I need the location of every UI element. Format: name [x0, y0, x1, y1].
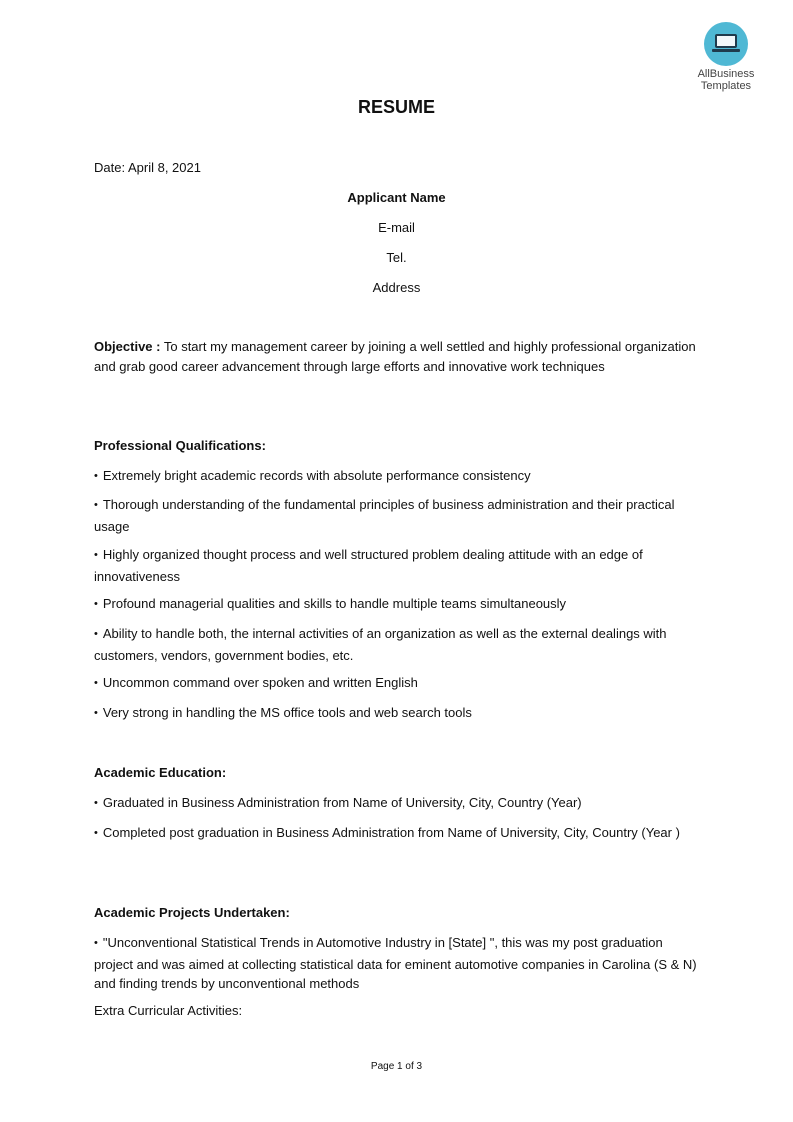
list-item: • Uncommon command over spoken and written English: [94, 673, 704, 695]
logo-text-line2: Templates: [700, 80, 752, 92]
list-item: • Very strong in handling the MS office tools and web search tools: [94, 703, 704, 725]
applicant-email: E-mail: [378, 220, 415, 235]
page-number: Page 1 of 3: [370, 1061, 423, 1072]
applicant-tel: Tel.: [386, 250, 407, 265]
allbusiness-logo: [690, 22, 762, 92]
date-line: Date: April 8, 2021: [94, 160, 201, 175]
laptop-icon: [704, 22, 748, 66]
applicant-address: Address: [372, 280, 421, 295]
list-item: • Thorough understanding of the fundamental principles of business administration and their practical usage: [94, 495, 704, 536]
list-item: • Ability to handle both, the internal activities of an organization as well as the external dealings with customers, vendors, government bodies, etc.: [94, 624, 704, 665]
list-item: • Extremely bright academic records with absolute performance consistency: [94, 466, 704, 488]
list-item: • Highly organized thought process and well structured problem dealing attitude with an edge of innovativeness: [94, 545, 704, 586]
applicant-name: Applicant Name: [347, 190, 446, 205]
objective-label: Objective :: [94, 339, 161, 354]
resume-title: RESUME: [357, 97, 435, 117]
projects-heading: Academic Projects Undertaken:: [94, 905, 290, 920]
logo-text-line1: AllBusiness: [697, 68, 755, 80]
objective-text: To start my management career by joining a well settled and highly professional organization and grab good career advancement through large efforts and innovative work techniques: [94, 339, 696, 374]
list-item: • "Unconventional Statistical Trends in Automotive Industry in [State] ", this was my post graduation project and was aimed at collecting statistical data for eminent automotive companies in Carolina (S & N) and finding trends by unconventional methods: [94, 933, 704, 994]
qualifications-heading: Professional Qualifications:: [94, 438, 266, 453]
list-item: • Completed post graduation in Business Administration from Name of University, City, Country (Year ): [94, 823, 704, 845]
list-item: • Profound managerial qualities and skills to handle multiple teams simultaneously: [94, 594, 704, 616]
education-heading: Academic Education:: [94, 765, 227, 780]
extra-curricular-heading: Extra Curricular Activities:: [94, 1003, 243, 1018]
objective-paragraph: [94, 337, 704, 376]
list-item: • Graduated in Business Administration from Name of University, City, Country (Year): [94, 793, 704, 815]
